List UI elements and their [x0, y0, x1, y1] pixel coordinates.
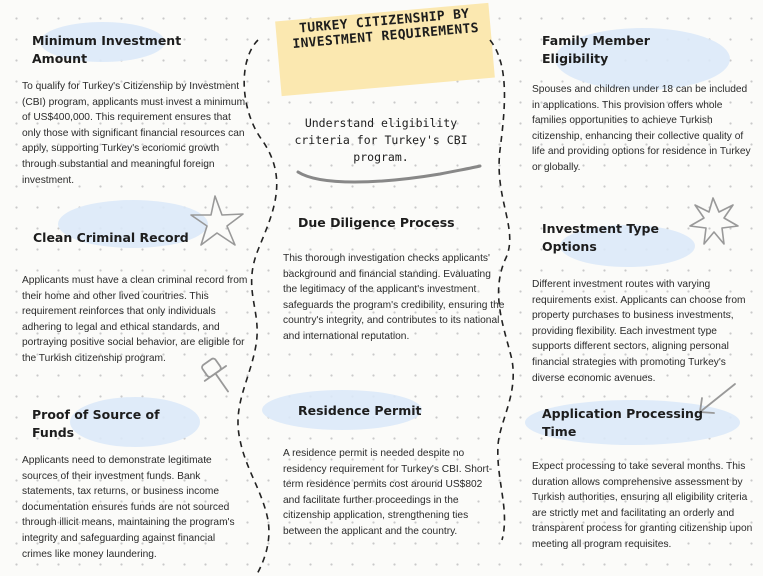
- section-text: Applicants must have a clean criminal record from their home and other lived countries. This requirement reinforces that only individuals adhering to legal and ethical standards, and portraying positive social behavior, are eligible for the Turkish citizenship program.: [22, 275, 248, 364]
- section-heading: Due Diligence Process: [298, 215, 455, 230]
- section-text: Expect processing to take several months. This duration allows comprehensive assessment by Turkish authorities, ensuring all eligibility criteria are strictly met and facilitating an orderly and transparent process for granting citizenship upon meeting all program requisites.: [532, 461, 753, 550]
- section-heading: Residence Permit: [298, 403, 422, 418]
- page-subtitle: Understand eligibility criteria for Turkey's CBI program.: [294, 116, 468, 164]
- section-text: This thorough investigation checks applicants' background and financial standing. Evaluating the legitimacy of the applicant's investment safeguards the program's credibility, ensuring the country's integrity, and contributes to its national and international reputation.: [283, 253, 505, 342]
- section-text: A residence permit is needed despite no residency requirement for Turkey's CBI. Short-term residence permits cost around US$802 and facilitate further proceedings in the citizenship application, strengthening ties between the applicant and the country.: [283, 448, 493, 537]
- section-text: Spouses and children under 18 can be included in applications. This provision offers whole families opportunities to achieve Turkish citizenship, enhancing their collective quality of life and providing options for residence in Turkey or globally.: [532, 84, 751, 173]
- section-text: Different investment routes with varying requirements exist. Applicants can choose from property purchases to business investments, providing flexibility. Each investment type supports different sectors, aligning personal financial strategies with promoting Turkey's diverse economic avenues.: [532, 279, 746, 384]
- sparkle-icon: [690, 198, 738, 244]
- section-heading: Family Member Eligibility: [542, 33, 650, 66]
- section-heading: Investment Type Options: [542, 221, 659, 254]
- swoosh-underline: [298, 166, 480, 182]
- page-title: TURKEY CITIZENSHIP BY INVESTMENT REQUIREMENTS: [291, 6, 480, 53]
- section-heading: Proof of Source of Funds: [32, 407, 160, 440]
- section-text: Applicants need to demonstrate legitimate sources of their investment funds. Bank statements, tax returns, or business income documentation ensures funds are not sourced through illicit means, maintaining the program's integrity and safeguarding against financial crimes like money laundering.: [22, 455, 235, 560]
- section-heading: Clean Criminal Record: [33, 230, 189, 245]
- section-text: To qualify for Turkey's Citizenship by Investment (CBI) program, applicants must invest a minimum of US$400,000. This requirement ensures that only those with significant financial resources can apply, supporting Turkey's economic growth through substantial and meaningful foreign investment.: [22, 81, 246, 186]
- section-heading: Minimum Investment Amount: [32, 33, 182, 66]
- section-heading: Application Processing Time: [542, 406, 703, 439]
